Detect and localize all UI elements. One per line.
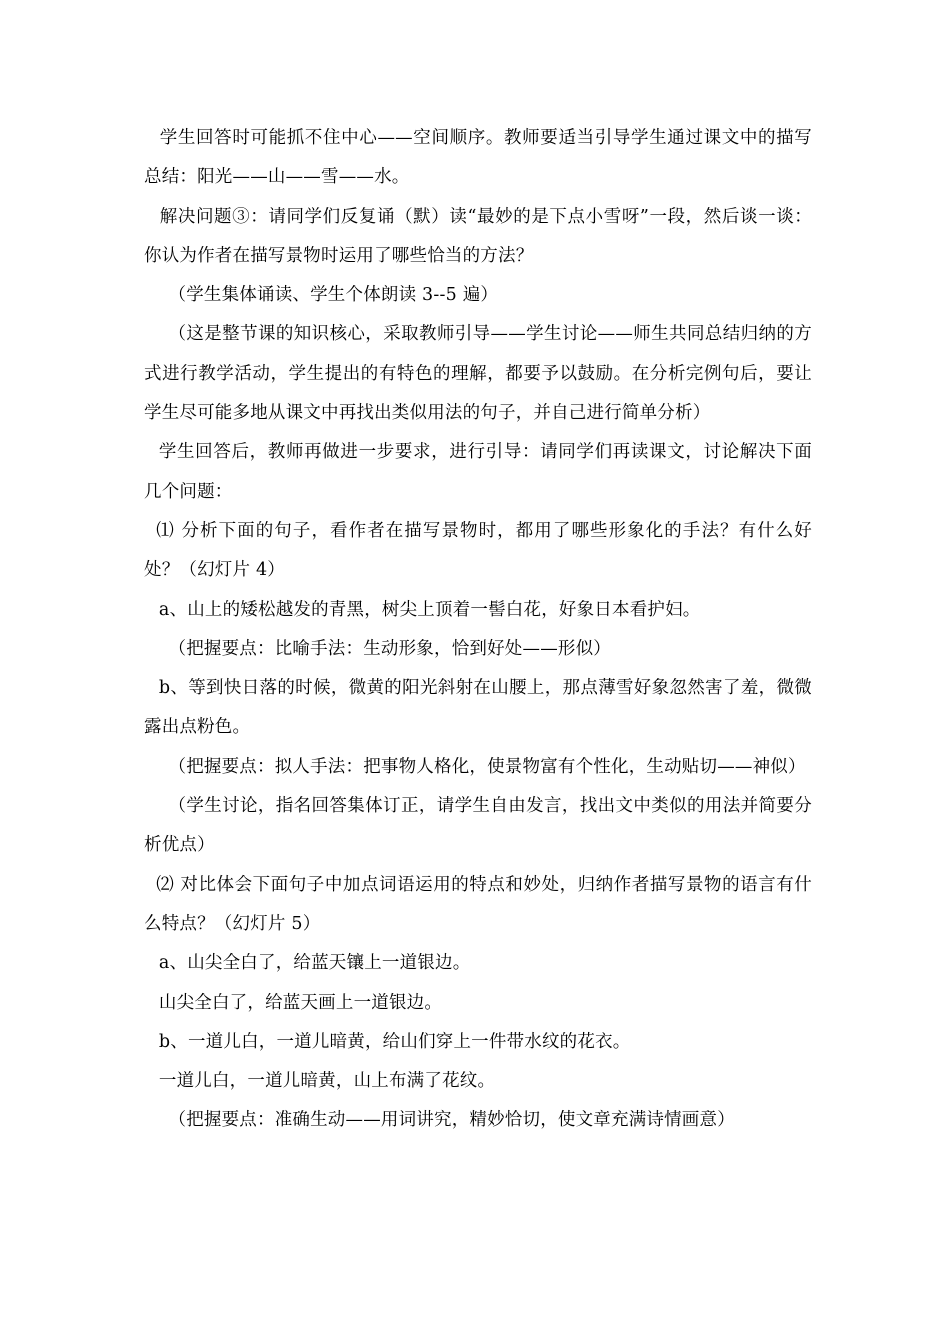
paragraph: b、一道儿白，一道儿暗黄，给山们穿上一件带水纹的花衣。 <box>158 1031 631 1052</box>
paragraph: 解决问题③：请同学们反复诵（默）读“最妙的是下点小雪呀”一段，然后谈一谈：你认为作者在描写景物时运用了哪些恰当的方法？ <box>144 206 812 266</box>
paragraph: a、山尖全白了，给蓝天镶上一道银边。 <box>158 953 471 974</box>
document-body <box>144 119 812 1141</box>
paragraph: （把握要点：准确生动——用词讲究，精妙恰切，使文章充满诗情画意） <box>168 1110 735 1131</box>
paragraph: 一道儿白，一道儿暗黄，山上布满了花纹。 <box>158 1071 496 1092</box>
paragraph: b、等到快日落的时候，微黄的阳光斜射在山腰上，那点薄雪好象忽然害了羞，微微露出点粉色。 <box>144 678 812 738</box>
paragraph: a、山上的矮松越发的青黑，树尖上顶着一髻白花，好象日本看护妇。 <box>158 599 701 620</box>
paragraph: （学生讨论，指名回答集体订正，请学生自由发言，找出文中类似的用法并简要分析优点） <box>144 796 812 856</box>
paragraph: 学生回答后，教师再做进一步要求，进行引导：请同学们再读课文，讨论解决下面几个问题： <box>144 442 812 502</box>
paragraph: （把握要点：拟人手法：把事物人格化，使景物富有个性化，生动贴切——神似） <box>168 756 806 777</box>
paragraph: （这是整节课的知识核心，采取教师引导——学生讨论——师生共同总结归纳的方式进行教学活动，学生提出的有特色的理解，都要予以鼓励。在分析完例句后，要让学生尽可能多地从课文中再找出类似用法的句子，并自己进行简单分析） <box>144 324 812 424</box>
paragraph: ⑴ 分析下面的句子，看作者在描写景物时，都用了哪些形象化的手法？有什么好处？（幻灯片 4） <box>144 520 812 581</box>
paragraph: （把握要点：比喻手法：生动形象，恰到好处——形似） <box>168 638 611 659</box>
paragraph: 山尖全白了，给蓝天画上一道银边。 <box>158 992 443 1013</box>
paragraph: （学生集体诵读、学生个体朗读 3--5 遍） <box>168 285 499 306</box>
paragraph: ⑵ 对比体会下面句子中加点词语运用的特点和妙处，归纳作者描写景物的语言有什么特点？（幻灯片 5） <box>144 874 812 934</box>
paragraph: 学生回答时可能抓不住中心——空间顺序。教师要适当引导学生通过课文中的描写总结：阳光——山——雪——水。 <box>144 128 812 188</box>
